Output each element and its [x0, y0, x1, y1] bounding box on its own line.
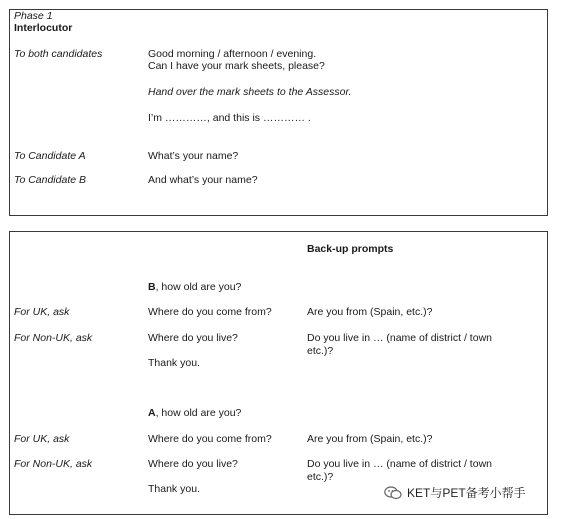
speaker-uk: For UK, ask	[14, 433, 70, 445]
prompt-live-in: Do you live in … (name of district / town etc.)?	[307, 332, 492, 357]
greeting-line-1: Good morning / afternoon / evening.	[148, 48, 317, 60]
age-question-b	[148, 281, 241, 294]
question-come-from: Where do you come from?	[148, 306, 272, 318]
watermark-text: KET与PET备考小帮手	[407, 486, 526, 500]
prompt-live-in: Do you live in … (name of district / town etc.)?	[307, 458, 492, 483]
introduction-line: I’m …………, and this is ………… .	[148, 112, 311, 124]
wechat-icon	[384, 486, 402, 500]
thank-you: Thank you.	[148, 357, 200, 369]
speaker-non-uk: For Non-UK, ask	[14, 458, 93, 470]
speaker-non-uk: For Non-UK, ask	[14, 332, 93, 344]
prompt-from-country: Are you from (Spain, etc.)?	[307, 433, 433, 445]
thank-you: Thank you.	[148, 483, 200, 495]
question-name-a: What’s your name?	[148, 150, 239, 162]
candidate-letter-a: A	[148, 407, 156, 419]
prompt-from-country: Are you from (Spain, etc.)?	[307, 306, 433, 318]
speaker-both-candidates: To both candidates	[14, 48, 103, 60]
question-live: Where do you live?	[148, 458, 238, 470]
speaker-candidate-a: To Candidate A	[14, 150, 86, 162]
age-question-text: , how old are you?	[155, 281, 242, 293]
watermark	[384, 484, 526, 501]
phase-label: Phase 1	[14, 10, 53, 22]
candidate-letter-b: B	[148, 281, 156, 293]
role-title: Interlocutor	[14, 22, 73, 34]
age-question-a	[148, 407, 241, 420]
instruction-text: Hand over the mark sheets to the Assessor.	[148, 86, 352, 98]
backup-prompts-header: Back-up prompts	[307, 243, 394, 255]
question-name-b: And what’s your name?	[148, 174, 258, 186]
greeting-line-2: Can I have your mark sheets, please?	[148, 60, 325, 72]
speaker-candidate-b: To Candidate B	[14, 174, 86, 186]
question-come-from: Where do you come from?	[148, 433, 272, 445]
speaker-uk: For UK, ask	[14, 306, 70, 318]
age-question-text: , how old are you?	[155, 407, 242, 419]
question-live: Where do you live?	[148, 332, 238, 344]
